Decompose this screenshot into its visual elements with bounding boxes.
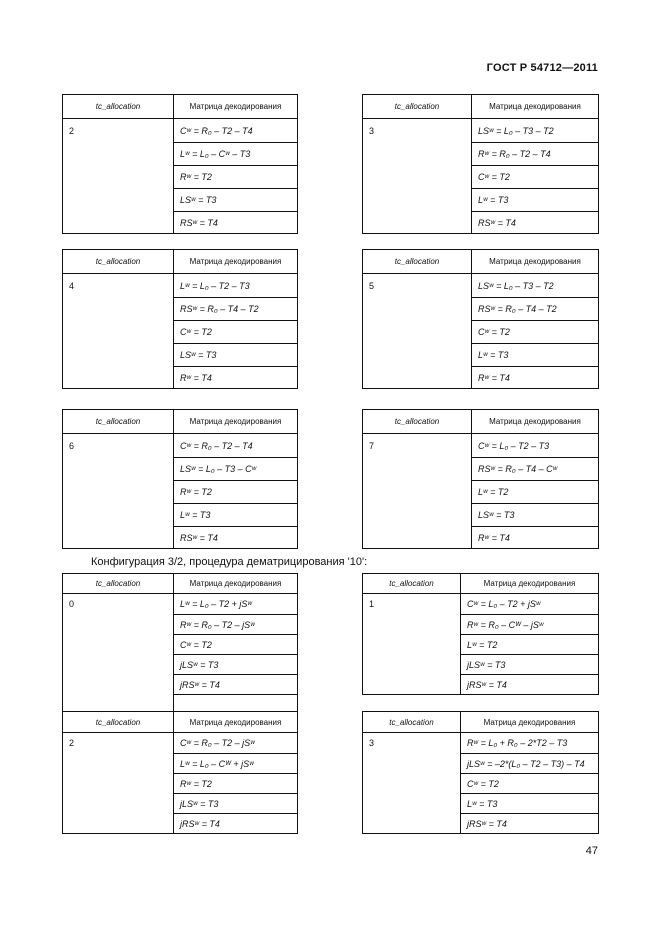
matrix-row: jRSʷ = T4 — [461, 813, 598, 833]
matrix-row: Rʷ = T2 — [174, 480, 297, 503]
alloc-value: 6 — [63, 434, 174, 548]
matrix-row: Cʷ = R₀ – T2 – T4 — [180, 440, 253, 451]
decoding-table — [62, 573, 298, 712]
matrix-row: jRSʷ = T4 — [461, 674, 598, 694]
matrix-row: LSʷ = T3 — [174, 188, 297, 211]
matrix-row: Lʷ = L₀ – T2 – T3 — [180, 280, 250, 291]
matrix-row: LSʷ = L₀ – T3 – T2 — [478, 280, 554, 291]
col-header-alloc: tc_allocation — [63, 712, 174, 732]
matrix-row: RSʷ = R₀ – T4 – T2 — [472, 297, 598, 320]
alloc-value: 4 — [63, 274, 174, 388]
matrix-row: jLSʷ = T3 — [174, 793, 297, 813]
matrix-row: Rʷ = R₀ – T2 – T4 — [472, 142, 598, 165]
col-header-alloc: tc_allocation — [363, 712, 461, 732]
matrix-row: RSʷ = T4 — [174, 211, 297, 233]
matrix-row: Cʷ = L₀ – T2 + jSʷ — [467, 599, 541, 609]
matrix-row: Rʷ = T4 — [174, 366, 297, 388]
col-header-matrix: Матрица декодирования — [489, 102, 581, 111]
matrix-row: jLSʷ = T3 — [461, 654, 598, 674]
col-header-alloc: tc_allocation — [363, 574, 461, 593]
section-caption: Конфигурация 3/2, процедура дематрицирования '10': — [91, 556, 368, 568]
decoding-table — [62, 711, 298, 834]
empty-row — [174, 694, 297, 711]
alloc-value: 7 — [363, 434, 472, 548]
alloc-value: 2 — [63, 119, 174, 233]
matrix-row: jRSʷ = T4 — [174, 813, 297, 833]
matrix-row: jRSʷ = T4 — [174, 674, 297, 694]
matrix-row: LSʷ = T3 — [472, 503, 598, 526]
col-header-alloc: tc_allocation — [63, 250, 174, 273]
matrix-row: Rʷ = L₀ + R₀ – 2*T2 – T3 — [467, 738, 568, 748]
col-header-matrix: Матрица декодирования — [483, 579, 576, 588]
matrix-row: LSʷ = L₀ – T3 – T2 — [478, 125, 554, 136]
col-header-alloc: tc_allocation — [63, 574, 174, 593]
matrix-row: Cʷ = T2 — [472, 320, 598, 343]
alloc-value: 5 — [363, 274, 472, 388]
alloc-value: 2 — [63, 733, 174, 833]
col-header-matrix: Матрица декодирования — [189, 417, 282, 426]
col-header-matrix: Матрица декодирования — [489, 417, 581, 426]
decoding-table — [362, 711, 599, 834]
col-header-matrix: Матрица декодирования — [189, 257, 282, 266]
matrix-row: RSʷ = T4 — [174, 526, 297, 548]
matrix-row: Cʷ = R₀ – T2 – T4 — [180, 125, 253, 136]
matrix-row: Rʷ = R₀ – Cᵂ – jSʷ — [461, 614, 598, 634]
decoding-table — [362, 573, 599, 695]
matrix-row: Rʷ = T4 — [472, 526, 598, 548]
matrix-row: Rʷ = T2 — [174, 773, 297, 793]
matrix-row: RSʷ = R₀ – T4 – Cʷ — [472, 457, 598, 480]
matrix-row: Lʷ = T2 — [461, 634, 598, 654]
matrix-row: jLSʷ = T3 — [174, 654, 297, 674]
matrix-row: Lʷ = T3 — [174, 503, 297, 526]
decoding-table — [362, 249, 599, 389]
matrix-row: Cʷ = T2 — [174, 320, 297, 343]
col-header-alloc: tc_allocation — [363, 95, 472, 118]
matrix-row: RSʷ = T4 — [472, 211, 598, 233]
decoding-table — [362, 409, 599, 549]
col-header-matrix: Матрица декодирования — [483, 717, 576, 727]
alloc-value: 1 — [363, 594, 461, 694]
col-header-matrix: Матрица декодирования — [189, 717, 282, 727]
matrix-row: Cʷ = L₀ – T2 – T3 — [478, 440, 550, 451]
alloc-value: 3 — [363, 733, 461, 833]
matrix-row: jLSʷ = –2*(L₀ – T2 – T3) – T4 — [461, 753, 598, 773]
page-number: 47 — [585, 845, 598, 857]
matrix-row: Rʷ = R₀ – T2 – jSʷ — [174, 614, 297, 634]
matrix-row: LSʷ = T3 — [174, 343, 297, 366]
matrix-row: Cʷ = R₀ – T2 – jSʷ — [180, 738, 255, 748]
col-header-matrix: Матрица декодирования — [189, 579, 282, 588]
matrix-row: Lʷ = L₀ – Cʷ – T3 — [174, 142, 297, 165]
matrix-row: Rʷ = T4 — [472, 366, 598, 388]
standard-header: ГОСТ Р 54712—2011 — [486, 62, 598, 74]
decoding-table — [62, 409, 298, 549]
decoding-table — [362, 94, 599, 234]
col-header-alloc: tc_allocation — [363, 410, 472, 433]
matrix-row: Lʷ = T2 — [472, 480, 598, 503]
col-header-matrix: Матрица декодирования — [189, 102, 282, 111]
decoding-table — [62, 249, 298, 389]
matrix-row: Lʷ = T3 — [472, 188, 598, 211]
matrix-row: LSʷ = L₀ – T3 – Cʷ — [174, 457, 297, 480]
col-header-alloc: tc_allocation — [63, 410, 174, 433]
matrix-row: RSʷ = R₀ – T4 – T2 — [174, 297, 297, 320]
matrix-row: Lʷ = T3 — [461, 793, 598, 813]
alloc-value: 0 — [63, 594, 174, 711]
matrix-row: Lʷ = T3 — [472, 343, 598, 366]
matrix-row: Lʷ = L₀ – Cᵂ + jSʷ — [174, 753, 297, 773]
col-header-matrix: Матрица декодирования — [489, 257, 581, 266]
matrix-row: Cʷ = T2 — [461, 773, 598, 793]
alloc-value: 3 — [363, 119, 472, 233]
decoding-table — [62, 94, 298, 234]
col-header-alloc: tc_allocation — [63, 95, 174, 118]
matrix-row: Lʷ = L₀ – T2 + jSʷ — [180, 599, 253, 609]
col-header-alloc: tc_allocation — [363, 250, 472, 273]
matrix-row: Cʷ = T2 — [174, 634, 297, 654]
matrix-row: Cʷ = T2 — [472, 165, 598, 188]
matrix-row: Rʷ = T2 — [174, 165, 297, 188]
